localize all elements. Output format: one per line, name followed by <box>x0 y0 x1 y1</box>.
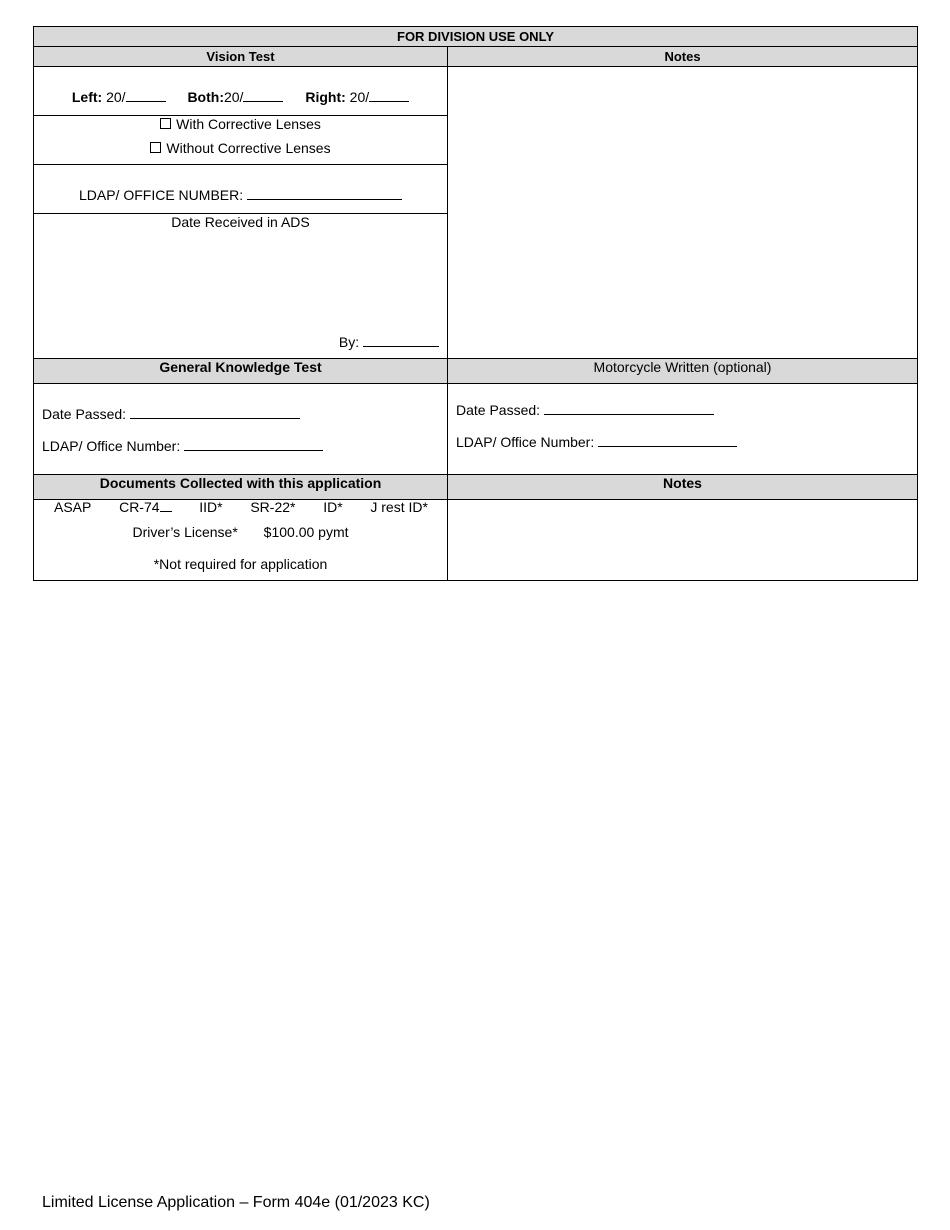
left-eye-label: Left: <box>71 89 103 105</box>
left-eye-prefix: 20/ <box>106 89 126 105</box>
both-eyes-blank[interactable] <box>243 101 283 102</box>
without-lenses-checkbox[interactable] <box>150 142 161 153</box>
motorcycle-header: Motorcycle Written (optional) <box>448 359 918 384</box>
both-eyes-label: Both: <box>187 89 224 105</box>
left-eye-blank[interactable] <box>126 101 166 102</box>
documents-header: Documents Collected with this application <box>34 475 448 500</box>
notes2-header: Notes <box>448 475 918 500</box>
doc-asap[interactable]: ASAP <box>54 499 92 515</box>
lenses-cell <box>34 116 448 165</box>
gk-ldap-blank[interactable] <box>184 450 323 451</box>
vision-ldap-blank[interactable] <box>247 199 402 200</box>
gk-date-passed-blank[interactable] <box>130 418 300 419</box>
with-lenses-checkbox[interactable] <box>160 118 171 129</box>
doc-j-rest-id[interactable]: J rest ID* <box>370 499 428 515</box>
division-use-table <box>33 26 918 581</box>
doc-drivers-license[interactable]: Driver’s License* <box>132 524 238 540</box>
form-footer: Limited License Application – Form 404e (01/2023 KC) <box>42 1194 430 1211</box>
division-use-form <box>33 26 917 581</box>
documents-cell <box>34 500 448 581</box>
right-eye-blank[interactable] <box>369 101 409 102</box>
both-eyes-prefix: 20/ <box>223 89 244 105</box>
doc-cr74-field[interactable] <box>119 500 171 524</box>
moto-date-passed-blank[interactable] <box>544 414 714 415</box>
notes-header: Notes <box>448 47 918 67</box>
without-lenses-label: Without Corrective Lenses <box>166 140 331 156</box>
both-eyes-field[interactable] <box>187 89 283 105</box>
right-eye-label: Right: <box>305 89 346 105</box>
by-label: By: <box>338 334 360 350</box>
doc-sr22[interactable]: SR-22* <box>250 499 296 515</box>
right-eye-field[interactable] <box>305 89 409 105</box>
left-eye-field[interactable] <box>72 89 166 105</box>
date-received-cell <box>34 214 448 359</box>
notes-area[interactable] <box>448 67 918 359</box>
motorcycle-cell <box>448 384 918 475</box>
notes2-area[interactable] <box>448 500 918 581</box>
doc-cr74-blank[interactable] <box>160 511 172 512</box>
doc-id[interactable]: ID* <box>323 499 343 515</box>
general-knowledge-header: General Knowledge Test <box>34 359 448 384</box>
gk-ldap-label: LDAP/ Office Number: <box>42 438 181 454</box>
vision-test-header: Vision Test <box>34 47 448 67</box>
with-lenses-label: With Corrective Lenses <box>176 116 321 132</box>
by-blank[interactable] <box>363 346 439 347</box>
doc-cr74: CR-74 <box>119 499 160 515</box>
form-banner: FOR DIVISION USE ONLY <box>34 27 918 47</box>
vision-ldap-cell <box>34 165 448 214</box>
documents-note: *Not required for application <box>153 556 328 572</box>
right-eye-prefix: 20/ <box>349 89 370 105</box>
with-lenses-option[interactable] <box>34 116 447 140</box>
moto-ldap-label: LDAP/ Office Number: <box>456 434 595 450</box>
moto-ldap-blank[interactable] <box>598 446 737 447</box>
doc-iid[interactable]: IID* <box>199 499 223 515</box>
vision-scores-cell <box>34 67 448 116</box>
gk-date-passed-label: Date Passed: <box>42 406 127 422</box>
doc-payment[interactable]: $100.00 pymt <box>263 524 349 540</box>
vision-ldap-label: LDAP/ OFFICE NUMBER: <box>78 187 244 203</box>
moto-date-passed-label: Date Passed: <box>456 402 541 418</box>
general-knowledge-cell <box>34 384 448 475</box>
without-lenses-option[interactable] <box>34 140 447 164</box>
date-received-label: Date Received in ADS <box>171 214 310 230</box>
